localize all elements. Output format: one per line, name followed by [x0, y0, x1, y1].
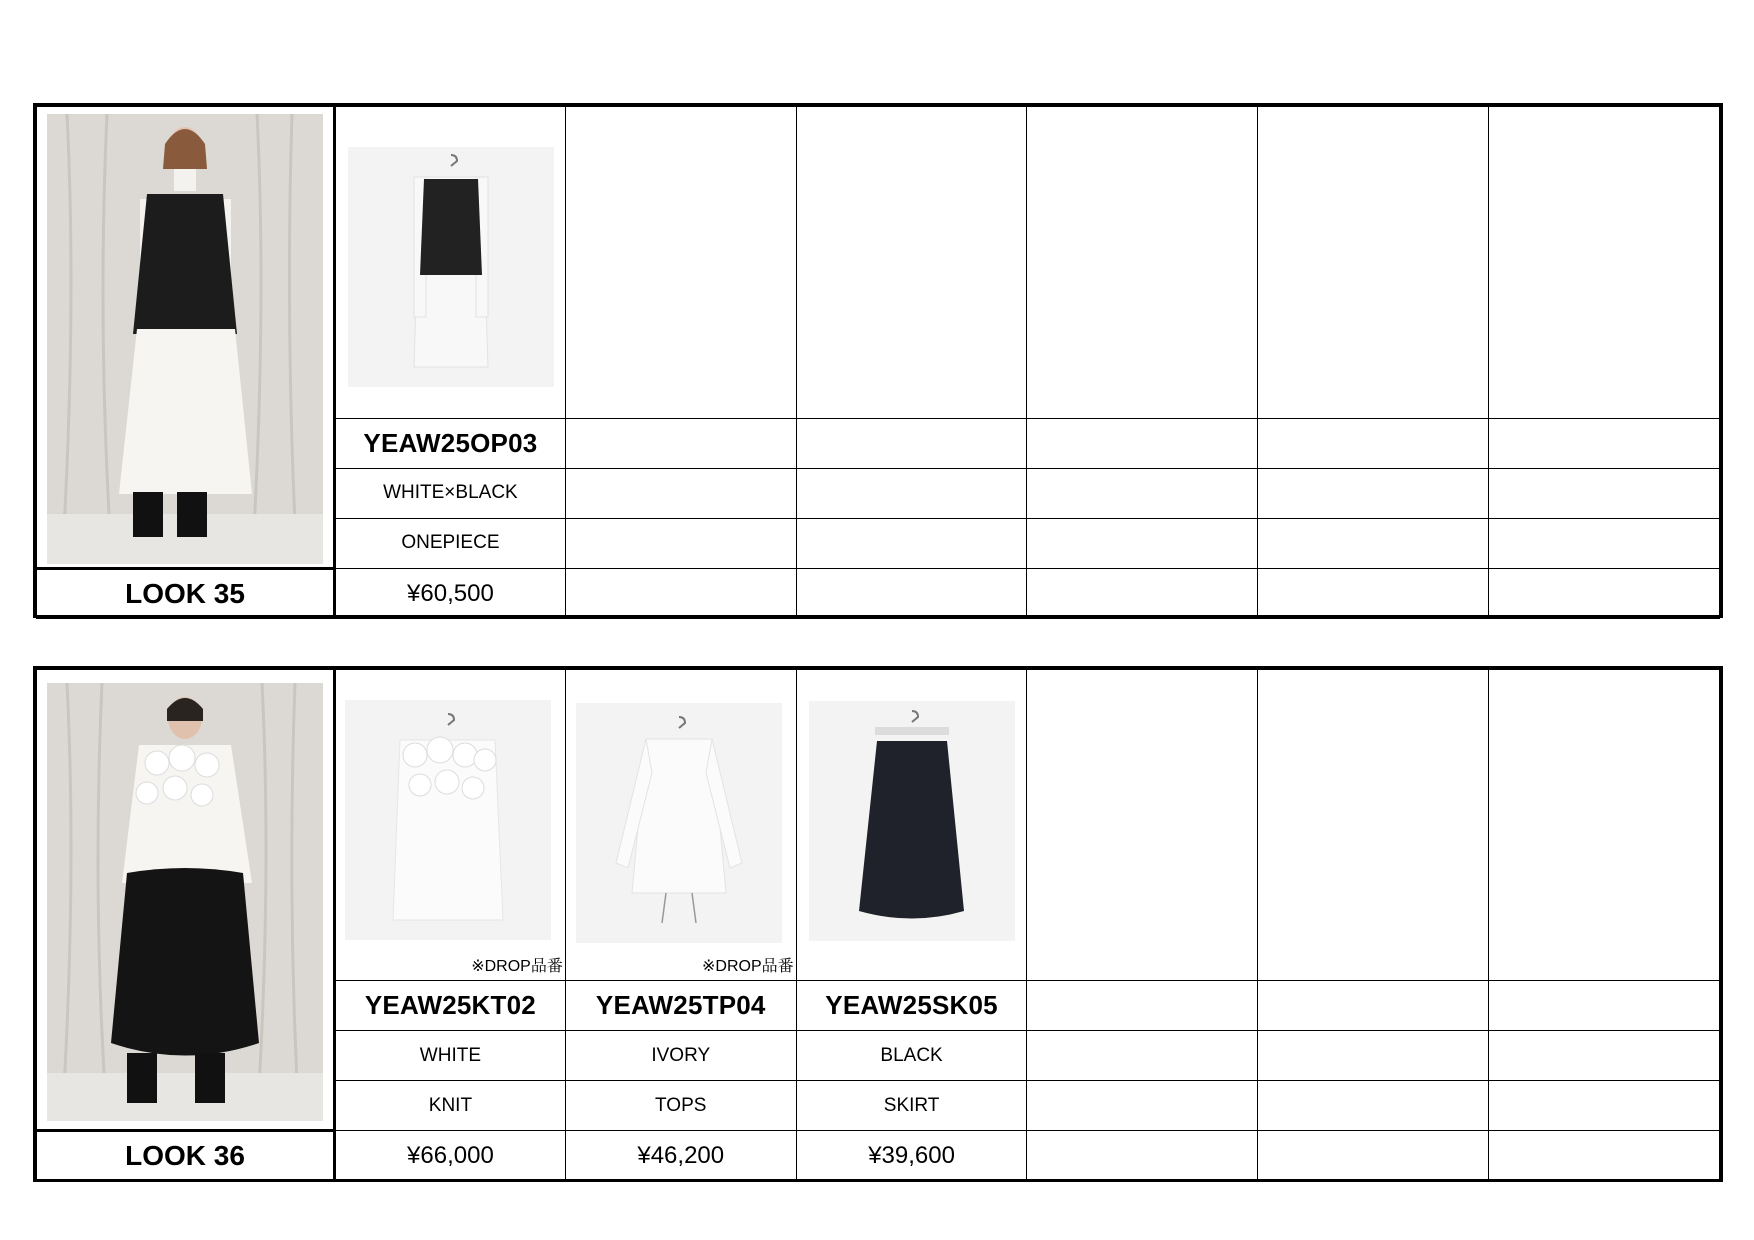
empty-cell: [1258, 418, 1489, 468]
empty-cell: [1027, 1031, 1258, 1081]
look-36-item-3-color: BLACK: [796, 1031, 1027, 1081]
look-36-item-3-image: [809, 701, 1015, 941]
look-35-photo-cell: [37, 107, 335, 569]
empty-cell: [796, 518, 1027, 568]
empty-cell: [1027, 107, 1258, 419]
look-36-item-2-image-cell: [565, 670, 796, 981]
empty-cell: [1027, 981, 1258, 1031]
look-36-item-1-image: [345, 700, 551, 940]
look-35-table: [36, 106, 1720, 619]
look-36-item-3-code: YEAW25SK05: [796, 981, 1027, 1031]
empty-cell: [796, 468, 1027, 518]
empty-cell: [1489, 670, 1720, 981]
look-35-model-photo: [47, 114, 323, 564]
look-36-item-1-code: YEAW25KT02: [335, 981, 566, 1031]
look-35-item-1-price: ¥60,500: [335, 569, 566, 619]
look-36-item-1-color: WHITE: [335, 1031, 566, 1081]
look-36-item-1-category: KNIT: [335, 1081, 566, 1131]
look-35-item-1-image-cell: [335, 107, 566, 419]
look-35-item-1-color: WHITE×BLACK: [335, 468, 566, 518]
empty-cell: [1027, 418, 1258, 468]
look-36-item-2-color: IVORY: [565, 1031, 796, 1081]
look-36-photo-cell: [37, 670, 335, 1131]
look-36-model-photo: [47, 683, 323, 1121]
empty-cell: [1258, 1131, 1489, 1181]
empty-cell: [565, 468, 796, 518]
look-36-item-1-price: ¥66,000: [335, 1131, 566, 1181]
look-36-item-3-image-cell: [796, 670, 1027, 981]
empty-cell: [1489, 1131, 1720, 1181]
look-36-item-2-category: TOPS: [565, 1081, 796, 1131]
look-35-item-1-image: [348, 147, 554, 387]
empty-cell: [1489, 981, 1720, 1031]
empty-cell: [1258, 107, 1489, 419]
look-36-table: [36, 669, 1720, 1181]
look-36-item-1-drop-note: ※DROP品番: [471, 958, 563, 975]
empty-cell: [565, 569, 796, 619]
empty-cell: [1489, 1031, 1720, 1081]
look-36-item-3-category: SKIRT: [796, 1081, 1027, 1131]
empty-cell: [1489, 107, 1720, 419]
empty-cell: [796, 418, 1027, 468]
look-36-item-2-code: YEAW25TP04: [565, 981, 796, 1031]
empty-cell: [1027, 569, 1258, 619]
empty-cell: [565, 418, 796, 468]
empty-cell: [1027, 670, 1258, 981]
look-36-item-1-image-cell: [335, 670, 566, 981]
empty-cell: [1258, 1081, 1489, 1131]
look-35-sheet: [33, 103, 1723, 618]
look-36-item-2-image: [576, 703, 782, 943]
look-35-item-1-code: YEAW25OP03: [335, 418, 566, 468]
look-36-sheet: [33, 666, 1723, 1182]
empty-cell: [796, 107, 1027, 419]
empty-cell: [1258, 981, 1489, 1031]
empty-cell: [1489, 418, 1720, 468]
empty-cell: [1489, 1081, 1720, 1131]
look-36-item-2-price: ¥46,200: [565, 1131, 796, 1181]
empty-cell: [1027, 468, 1258, 518]
empty-cell: [1258, 518, 1489, 568]
empty-cell: [796, 569, 1027, 619]
empty-cell: [1258, 468, 1489, 518]
look-36-item-3-price: ¥39,600: [796, 1131, 1027, 1181]
empty-cell: [1027, 1131, 1258, 1181]
empty-cell: [1258, 1031, 1489, 1081]
look-36-label: LOOK 36: [37, 1131, 335, 1181]
empty-cell: [1489, 468, 1720, 518]
look-35-item-1-category: ONEPIECE: [335, 518, 566, 568]
empty-cell: [1489, 518, 1720, 568]
empty-cell: [1258, 569, 1489, 619]
empty-cell: [1489, 569, 1720, 619]
empty-cell: [565, 107, 796, 419]
empty-cell: [1027, 1081, 1258, 1131]
empty-cell: [1258, 670, 1489, 981]
empty-cell: [1027, 518, 1258, 568]
empty-cell: [565, 518, 796, 568]
look-36-item-2-drop-note: ※DROP品番: [702, 958, 794, 975]
look-35-label: LOOK 35: [37, 569, 335, 619]
